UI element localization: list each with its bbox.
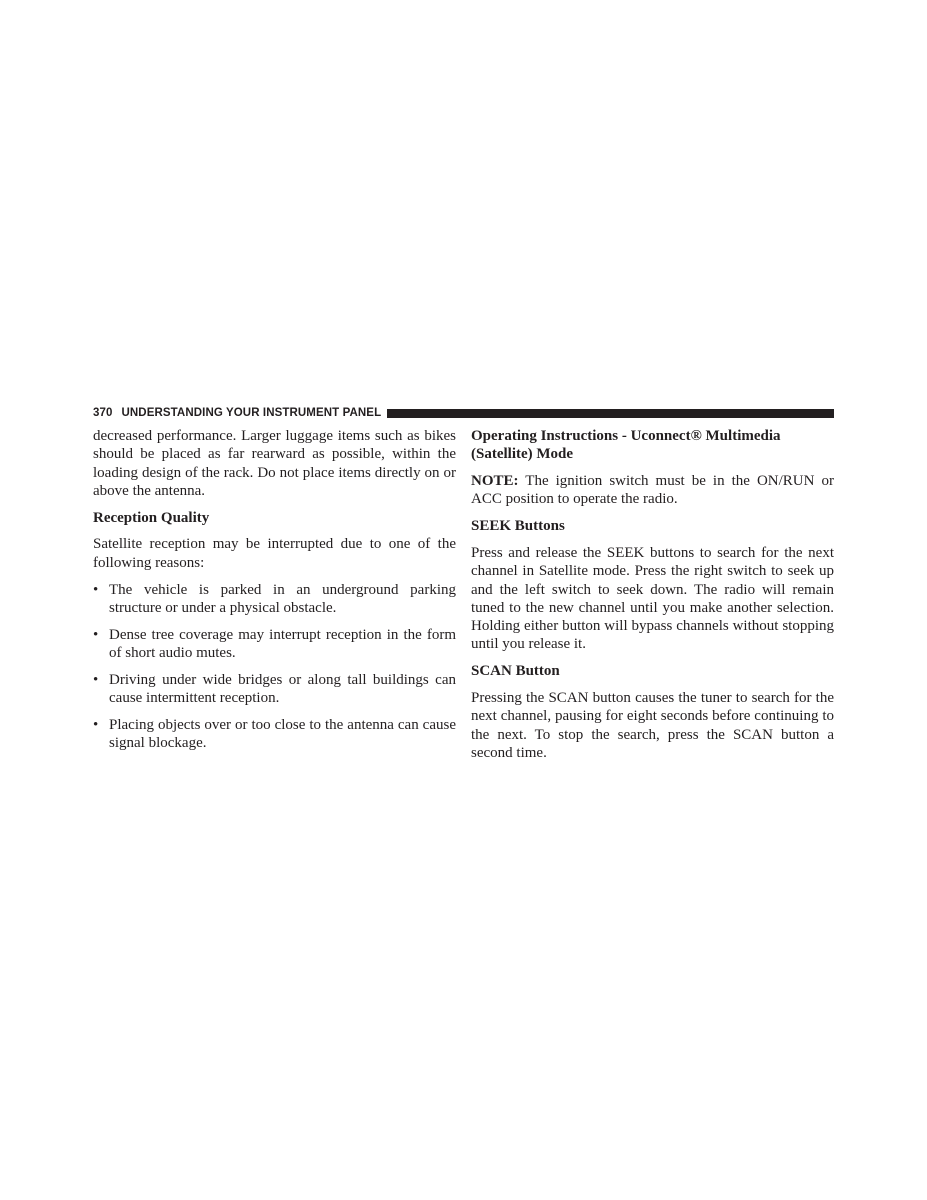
section-title: UNDERSTANDING YOUR INSTRUMENT PANEL xyxy=(121,407,382,419)
list-item-text: Dense tree coverage may interrupt reception in the form of short audio mutes. xyxy=(109,626,456,661)
seek-paragraph: Press and release the SEEK buttons to search for the next channel in Satellite mode. Press the right switch to seek up and the left switch to seek down. The radio will remain tuned to the new channel until you make another selection. Holding either button will bypass channels without stopping until you release it. xyxy=(471,544,834,653)
right-column xyxy=(471,427,834,771)
bullet-icon: • xyxy=(93,626,99,643)
left-column xyxy=(93,427,456,761)
list-item xyxy=(93,671,456,708)
note-text: The ignition switch must be in the ON/RUN or ACC position to operate the radio. xyxy=(471,473,834,508)
seek-buttons-heading: SEEK Buttons xyxy=(471,518,565,535)
reception-intro-paragraph: Satellite reception may be interrupted due to one of the following reasons: xyxy=(93,536,456,571)
list-item-text: Driving under wide bridges or along tall buildings can cause intermittent reception. xyxy=(109,671,456,707)
bullet-icon: • xyxy=(93,716,99,733)
intro-paragraph: decreased performance. Larger luggage items such as bikes should be placed as far rearward as possible, within the loading design of the rack. Do not place items directly on or above the antenna. xyxy=(93,428,456,499)
list-item xyxy=(93,626,456,663)
header-rule xyxy=(387,409,834,418)
operating-instructions-heading: Operating Instructions - Uconnect® Multimedia (Satellite) Mode xyxy=(471,428,781,463)
note-paragraph xyxy=(471,472,834,509)
scan-button-heading: SCAN Button xyxy=(471,663,560,680)
page-header xyxy=(93,405,834,421)
bullet-icon: • xyxy=(93,581,99,598)
scan-paragraph: Pressing the SCAN button causes the tuner to search for the next channel, pausing for eight seconds before continuing to the next. To stop the search, press the SCAN button a second time. xyxy=(471,690,834,761)
page-number: 370 xyxy=(93,407,113,419)
bullet-icon: • xyxy=(93,671,99,688)
list-item xyxy=(93,716,456,753)
list-item-text: The vehicle is parked in an underground parking structure or under a physical obstacle. xyxy=(109,581,456,616)
reception-reasons-list xyxy=(93,581,456,753)
note-label: NOTE: xyxy=(471,473,519,490)
list-item xyxy=(93,581,456,618)
reception-quality-heading: Reception Quality xyxy=(93,509,210,526)
list-item-text: Placing objects over or too close to the antenna can cause signal blockage. xyxy=(109,716,456,752)
